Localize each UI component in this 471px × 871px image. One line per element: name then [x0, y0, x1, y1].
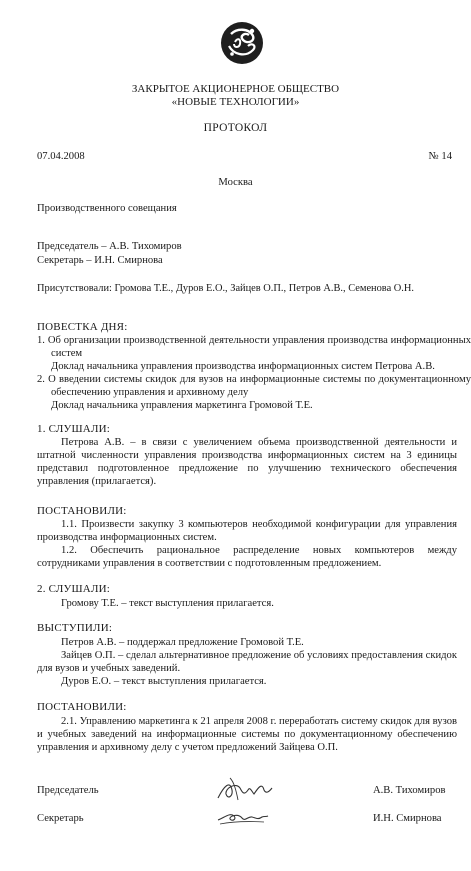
agenda-item-2-report: Доклад начальника управления маркетинга Громовой Т.Е. [51, 400, 313, 411]
secretary-signature-name: И.Н. Смирнова [373, 813, 442, 824]
resolved-heading-1: ПОСТАНОВИЛИ: [37, 505, 127, 517]
speaker-1: Петров А.В. – поддержал предложение Громовой Т.Е. [61, 637, 304, 648]
heard-text-1: Петрова А.В. – в связи с увеличением объема производственной деятельности и штатной численности управления производства информационных систем на 3 единицы представил подготовленное предложение по улучшению технического обеспечения управления (прилагается). [37, 437, 457, 487]
chairman-signature-name: А.В. Тихомиров [373, 785, 446, 796]
agenda-item-1-report: Доклад начальника управления производства информационных систем Петрова А.В. [51, 361, 435, 372]
speaker-3: Дуров Е.О. – текст выступления прилагается. [61, 676, 267, 687]
resolution-2-1: 2.1. Управлению маркетинга к 21 апреля 2008 г. переработать систему скидок для вузов и учебных заведений на информационные системы по документационному обеспечению управления и архивному делу с учетом предложений Зайцева О.П. [37, 716, 457, 753]
agenda-item-2: 2. О введении системы скидок для вузов на информационные системы по документационному обеспечению управления и архивному делу [37, 374, 471, 398]
chairman-signature-icon [214, 772, 276, 806]
heard-heading-2: 2. СЛУШАЛИ: [37, 583, 111, 595]
chairman-line: Председатель – А.В. Тихомиров [37, 241, 182, 252]
spoke-heading: ВЫСТУПИЛИ: [37, 622, 113, 634]
document-title: ПРОТОКОЛ [203, 122, 268, 134]
organization-name: ЗАКРЫТОЕ АКЦИОНЕРНОЕ ОБЩЕСТВО [131, 83, 340, 95]
company-logo [219, 20, 265, 66]
secretary-signature-label: Секретарь [37, 813, 84, 824]
agenda-heading: ПОВЕСТКА ДНЯ: [37, 321, 128, 333]
secretary-line: Секретарь – И.Н. Смирнова [37, 255, 163, 266]
attendees-line: Присутствовали: Громова Т.Е., Дуров Е.О., Зайцев О.П., Петров А.В., Семенова О.Н. [37, 283, 414, 294]
agenda-item-1: 1. Об организации производственной деятельности управления производства информационных систем [37, 335, 471, 359]
organization-name-quoted: «НОВЫЕ ТЕХНОЛОГИИ» [171, 96, 300, 108]
document-place: Москва [218, 177, 253, 188]
speaker-2: Зайцев О.П. – сделал альтернативное предложение об условиях предоставления скидок для вузов и учебных заведений. [37, 650, 457, 674]
heard-text-2: Громову Т.Е. – текст выступления прилагается. [61, 598, 274, 609]
resolution-1-1: 1.1. Произвести закупку 3 компьютеров необходимой конфигурации для управления производства информационных систем. [37, 519, 457, 543]
resolution-1-2: 1.2. Обеспечить рациональное распределение новых компьютеров между сотрудниками управления в соответствии с подготовленным предложением. [37, 545, 457, 569]
chairman-signature-label: Председатель [37, 785, 99, 796]
document-number: № 14 [428, 151, 452, 162]
heard-heading-1: 1. СЛУШАЛИ: [37, 423, 111, 435]
secretary-signature-icon [216, 804, 270, 828]
meeting-type: Производственного совещания [37, 203, 177, 214]
document-date: 07.04.2008 [37, 151, 85, 162]
resolved-heading-2: ПОСТАНОВИЛИ: [37, 701, 127, 713]
